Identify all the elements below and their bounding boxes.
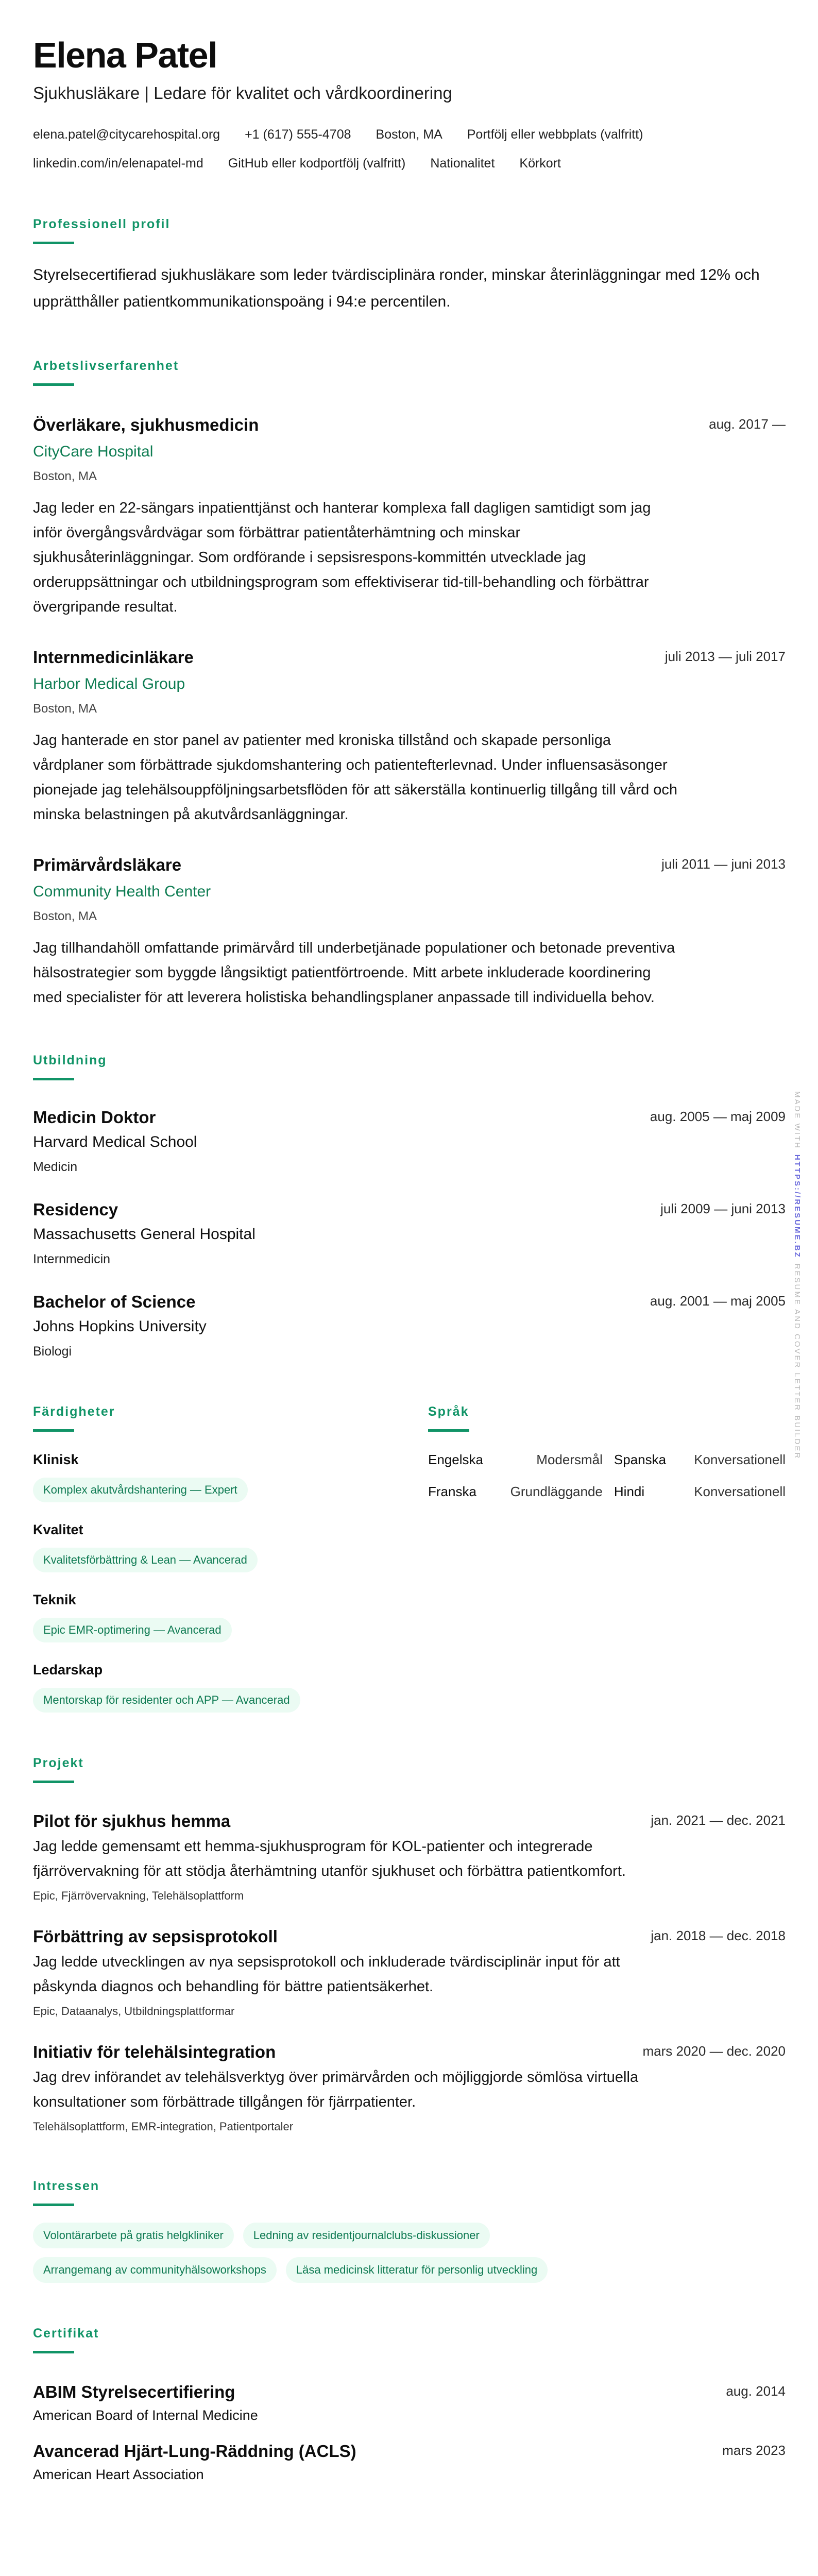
profile-section (33, 215, 786, 315)
project-tags: Epic, Fjärrövervakning, Telehälsoplattform (33, 1889, 244, 1902)
skill-chip: Epic EMR-optimering — Avancerad (33, 1618, 232, 1642)
education-section (33, 1051, 786, 1360)
degree: Bachelor of Science (33, 1292, 196, 1311)
project-tags: Epic, Dataanalys, Utbildningsplattformar (33, 2005, 235, 2018)
section-underline (33, 1078, 74, 1080)
job-description: Jag tillhandahöll omfattande primärvård till underbetjänade populationer och betonade preventiva hälsostrategier som byggde långsiktigt patientförtroende. Mitt arbete inkluderade koordinering med specialister för att leverera holistiska behandlingsplaner anpassade till individuella behov. (33, 940, 675, 1006)
experience-section (33, 357, 786, 1010)
project-date: jan. 2018 — dec. 2018 (651, 1928, 786, 1943)
projects-section (33, 1754, 786, 2136)
project-title: Pilot för sjukhus hemma (33, 1811, 231, 1831)
language-name: Engelska (428, 1452, 483, 1467)
skill-group (33, 1589, 390, 1642)
interest-chip: Ledning av residentjournalclubs-diskussioner (243, 2223, 490, 2248)
skill-group-name: Klinisk (33, 1452, 79, 1467)
job-company: Community Health Center (33, 883, 211, 900)
languages-section (428, 1402, 786, 1713)
watermark-suffix: RESUME AND COVER LETTER BUILDER (793, 1263, 802, 1460)
job-title: Internmedicinläkare (33, 648, 194, 667)
contact-github[interactable]: GitHub eller kodportfölj (valfritt) (228, 156, 406, 171)
project-entry (33, 1925, 786, 2020)
skill-group (33, 1449, 390, 1502)
skill-group (33, 1519, 390, 1572)
section-heading: Färdigheter (33, 1404, 115, 1419)
section-heading: Utbildning (33, 1053, 107, 1067)
contact-location: Boston, MA (376, 127, 442, 142)
language-name: Spanska (614, 1452, 667, 1467)
degree: Medicin Doktor (33, 1108, 156, 1127)
section-heading: Arbetslivserfarenhet (33, 359, 179, 373)
interest-chip: Volontärarbete på gratis helgkliniker (33, 2223, 234, 2248)
interest-chip: Läsa medicinsk litteratur för personlig utveckling (286, 2257, 548, 2283)
section-heading: Certifikat (33, 2326, 99, 2341)
education-entry (33, 1106, 786, 1176)
skill-group-name: Ledarskap (33, 1662, 103, 1677)
field-of-study: Biologi (33, 1344, 72, 1359)
skill-group-name: Kvalitet (33, 1522, 83, 1537)
certificate-name: ABIM Styrelsecertifiering (33, 2382, 235, 2401)
job-entry (33, 854, 786, 1010)
job-location: Boston, MA (33, 909, 97, 923)
certificate-entry (33, 2381, 786, 2426)
contact-email[interactable]: elena.patel@citycarehospital.org (33, 127, 220, 142)
project-entry (33, 1810, 786, 1905)
education-date: aug. 2005 — maj 2009 (650, 1109, 786, 1124)
job-description: Jag leder en 22-sängars inpatienttjänst och hanterar komplexa fall dagligen samtidigt som jag inför övergångsvårdvägar som förbättrar patientåterhämtning och minskar sjukhusåterinläggningar. Som ordförande i sepsisrespons-kommittén utvecklade jag orderuppsättningar och utbildningsprogram som effektiviserar tid-till-behandling och förbättrar övergripande resultat. (33, 500, 651, 615)
contact-phone[interactable]: +1 (617) 555-4708 (245, 127, 351, 142)
project-tags: Telehälsoplattform, EMR-integration, Patientportaler (33, 2120, 294, 2133)
job-company: CityCare Hospital (33, 443, 154, 460)
skills-languages-row (33, 1402, 786, 1713)
job-title: Primärvårdsläkare (33, 855, 182, 874)
school: Harvard Medical School (33, 1133, 197, 1150)
section-heading: Professionell profil (33, 217, 171, 231)
contact-portfolio[interactable]: Portfölj eller webbplats (valfritt) (467, 127, 643, 142)
education-entry (33, 1291, 786, 1360)
section-heading: Språk (428, 1404, 469, 1419)
school: Johns Hopkins University (33, 1318, 207, 1335)
skill-chip: Mentorskap för residenter och APP — Avancerad (33, 1688, 300, 1713)
certificate-date: mars 2023 (722, 2443, 786, 2458)
language-name: Hindi (614, 1484, 645, 1499)
language-level: Konversationell (694, 1452, 786, 1467)
candidate-name: Elena Patel (33, 35, 217, 75)
project-date: jan. 2021 — dec. 2021 (651, 1812, 786, 1828)
language-list (428, 1449, 786, 1502)
candidate-headline: Sjukhusläkare | Ledare för kvalitet och vårdkoordinering (33, 83, 452, 103)
project-title: Förbättring av sepsisprotokoll (33, 1927, 278, 1946)
contact-nationality: Nationalitet (430, 156, 495, 171)
job-company: Harbor Medical Group (33, 675, 185, 692)
contact-linkedin[interactable]: linkedin.com/in/elenapatel-md (33, 156, 203, 171)
skill-chip: Kvalitetsförbättring & Lean — Avancerad (33, 1548, 258, 1572)
section-underline (428, 1429, 469, 1432)
contact-drivers-license: Körkort (519, 156, 561, 171)
contact-list (33, 120, 764, 178)
watermark-link[interactable]: HTTPS://RESUME.BZ (793, 1154, 802, 1259)
section-underline (33, 2351, 74, 2353)
job-entry (33, 414, 786, 619)
certificate-date: aug. 2014 (726, 2383, 786, 2399)
project-description: Jag ledde gemensamt ett hemma-sjukhusprogram för KOL-patienter och integrerade fjärrövervakning för att stödja återhämtning utanför sjukhuset och förbättra patientkomfort. (33, 1838, 626, 1879)
profile-summary: Styrelsecertifierad sjukhusläkare som leder tvärdisciplinära ronder, minskar återinläggningar med 12% och upprätthåller patientkommunikationspoäng i 94:e percentilen. (33, 266, 760, 310)
project-description: Jag drev införandet av telehälsverktyg över primärvården och möjliggjorde sömlösa virtuella konsultationer som förbättrade tillgången för fjärrpatienter. (33, 2069, 639, 2110)
field-of-study: Medicin (33, 1160, 78, 1174)
interest-chip: Arrangemang av communityhälsoworkshops (33, 2257, 277, 2283)
skills-section (33, 1402, 390, 1713)
project-description: Jag ledde utvecklingen av nya sepsisprotokoll och inkluderade tvärdisciplinär input för att påskynda diagnos och behandling för bättre patientsäkerhet. (33, 1954, 620, 1995)
job-location: Boston, MA (33, 702, 97, 716)
skill-chip: Komplex akutvårdshantering — Expert (33, 1478, 248, 1502)
project-date: mars 2020 — dec. 2020 (642, 2043, 786, 2059)
section-underline (33, 1429, 74, 1432)
certificate-issuer: American Board of Internal Medicine (33, 2408, 258, 2423)
language-level: Grundläggande (510, 1484, 603, 1499)
resume-header (33, 0, 786, 178)
section-underline (33, 383, 74, 386)
builder-watermark (788, 1091, 804, 1529)
certificate-entry (33, 2440, 786, 2485)
job-date: juli 2013 — juli 2017 (664, 649, 786, 664)
job-location: Boston, MA (33, 469, 97, 483)
section-heading: Intressen (33, 2179, 100, 2193)
section-underline (33, 1781, 74, 1783)
field-of-study: Internmedicin (33, 1252, 111, 1266)
certificate-issuer: American Heart Association (33, 2467, 204, 2482)
watermark-prefix: MADE WITH (793, 1091, 802, 1149)
job-entry (33, 646, 786, 827)
job-date: juli 2011 — juni 2013 (661, 856, 786, 872)
project-entry (33, 2041, 786, 2136)
language-level: Modersmål (536, 1452, 603, 1467)
certificates-section (33, 2324, 786, 2485)
language-name: Franska (428, 1484, 476, 1499)
education-date: aug. 2001 — maj 2005 (650, 1293, 786, 1309)
education-entry (33, 1198, 786, 1268)
project-title: Initiativ för telehälsintegration (33, 2042, 276, 2061)
resume-page (33, 0, 786, 2505)
section-underline (33, 242, 74, 244)
interests-section (33, 2177, 786, 2283)
job-description: Jag hanterade en stor panel av patienter med kroniska tillstånd och skapade personliga vårdplaner som förbättrade sjukdomshantering och patientefterlevnad. Under influensasäsonger pionejade jag telehälsouppföljningsarbetsflöden för att säkerställa kontinuerlig tillgång till vård och minska belastningen på akutvårdsanläggningar. (33, 732, 678, 823)
language-level: Konversationell (694, 1484, 786, 1499)
job-title: Överläkare, sjukhusmedicin (33, 415, 259, 434)
degree: Residency (33, 1200, 118, 1219)
job-date: aug. 2017 — (709, 416, 786, 432)
section-underline (33, 2204, 74, 2206)
school: Massachusetts General Hospital (33, 1226, 255, 1243)
skill-group (33, 1659, 390, 1713)
section-heading: Projekt (33, 1756, 84, 1770)
skill-group-name: Teknik (33, 1592, 76, 1607)
education-date: juli 2009 — juni 2013 (660, 1201, 786, 1216)
certificate-name: Avancerad Hjärt-Lung-Räddning (ACLS) (33, 2442, 356, 2461)
